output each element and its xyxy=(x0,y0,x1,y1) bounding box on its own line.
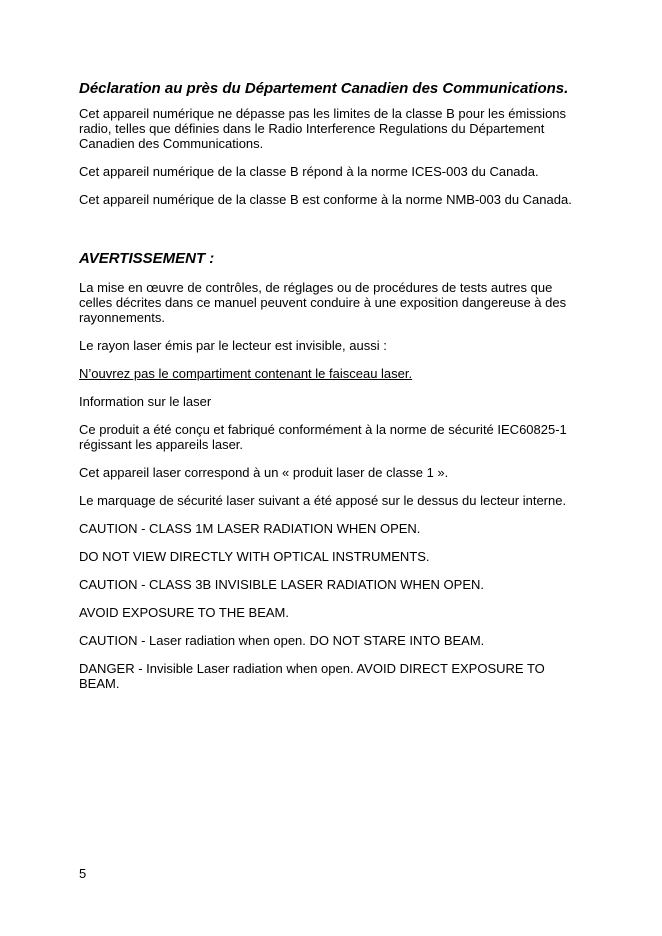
laser-caution-line: DANGER - Invisible Laser radiation when open. AVOID DIRECT EXPOSURE TO BEAM. xyxy=(79,661,545,691)
paragraph: Cet appareil laser correspond à un « produit laser de classe 1 ». xyxy=(79,465,449,480)
document-page xyxy=(79,79,584,704)
paragraph: Information sur le laser xyxy=(79,394,212,409)
paragraph: La mise en œuvre de contrôles, de réglages ou de procédures de tests autres que celles décrites dans ce manuel peuvent conduire à une exposition dangereuse à des rayonnements. xyxy=(79,280,567,325)
paragraph: Le rayon laser émis par le lecteur est invisible, aussi : xyxy=(79,338,387,353)
paragraph: Cet appareil numérique ne dépasse pas les limites de la classe B pour les émissions radio, telles que définies dans le Radio Interference Regulations du Département Canadien des Communications. xyxy=(79,106,567,151)
paragraph: Cet appareil numérique de la classe B répond à la norme ICES-003 du Canada. xyxy=(79,164,539,179)
underlined-warning: N’ouvrez pas le compartiment contenant le faisceau laser. xyxy=(79,366,413,381)
page-number: 5 xyxy=(79,866,87,881)
section-heading-canada: Déclaration au près du Département Canadien des Communications. xyxy=(79,80,569,97)
laser-caution-line: DO NOT VIEW DIRECTLY WITH OPTICAL INSTRUMENTS. xyxy=(79,549,430,564)
laser-caution-line: CAUTION - CLASS 1M LASER RADIATION WHEN OPEN. xyxy=(79,521,421,536)
section-heading-warning: AVERTISSEMENT : xyxy=(79,250,215,267)
paragraph: Ce produit a été conçu et fabriqué conformément à la norme de sécurité IEC60825-1 régissant les appareils laser. xyxy=(79,422,567,452)
paragraph: Cet appareil numérique de la classe B est conforme à la norme NMB-003 du Canada. xyxy=(79,192,572,207)
laser-caution-line: CAUTION - CLASS 3B INVISIBLE LASER RADIATION WHEN OPEN. xyxy=(79,577,485,592)
paragraph: Le marquage de sécurité laser suivant a été apposé sur le dessus du lecteur interne. xyxy=(79,493,567,508)
laser-caution-line: AVOID EXPOSURE TO THE BEAM. xyxy=(79,605,289,620)
laser-caution-line: CAUTION - Laser radiation when open. DO NOT STARE INTO BEAM. xyxy=(79,633,485,648)
